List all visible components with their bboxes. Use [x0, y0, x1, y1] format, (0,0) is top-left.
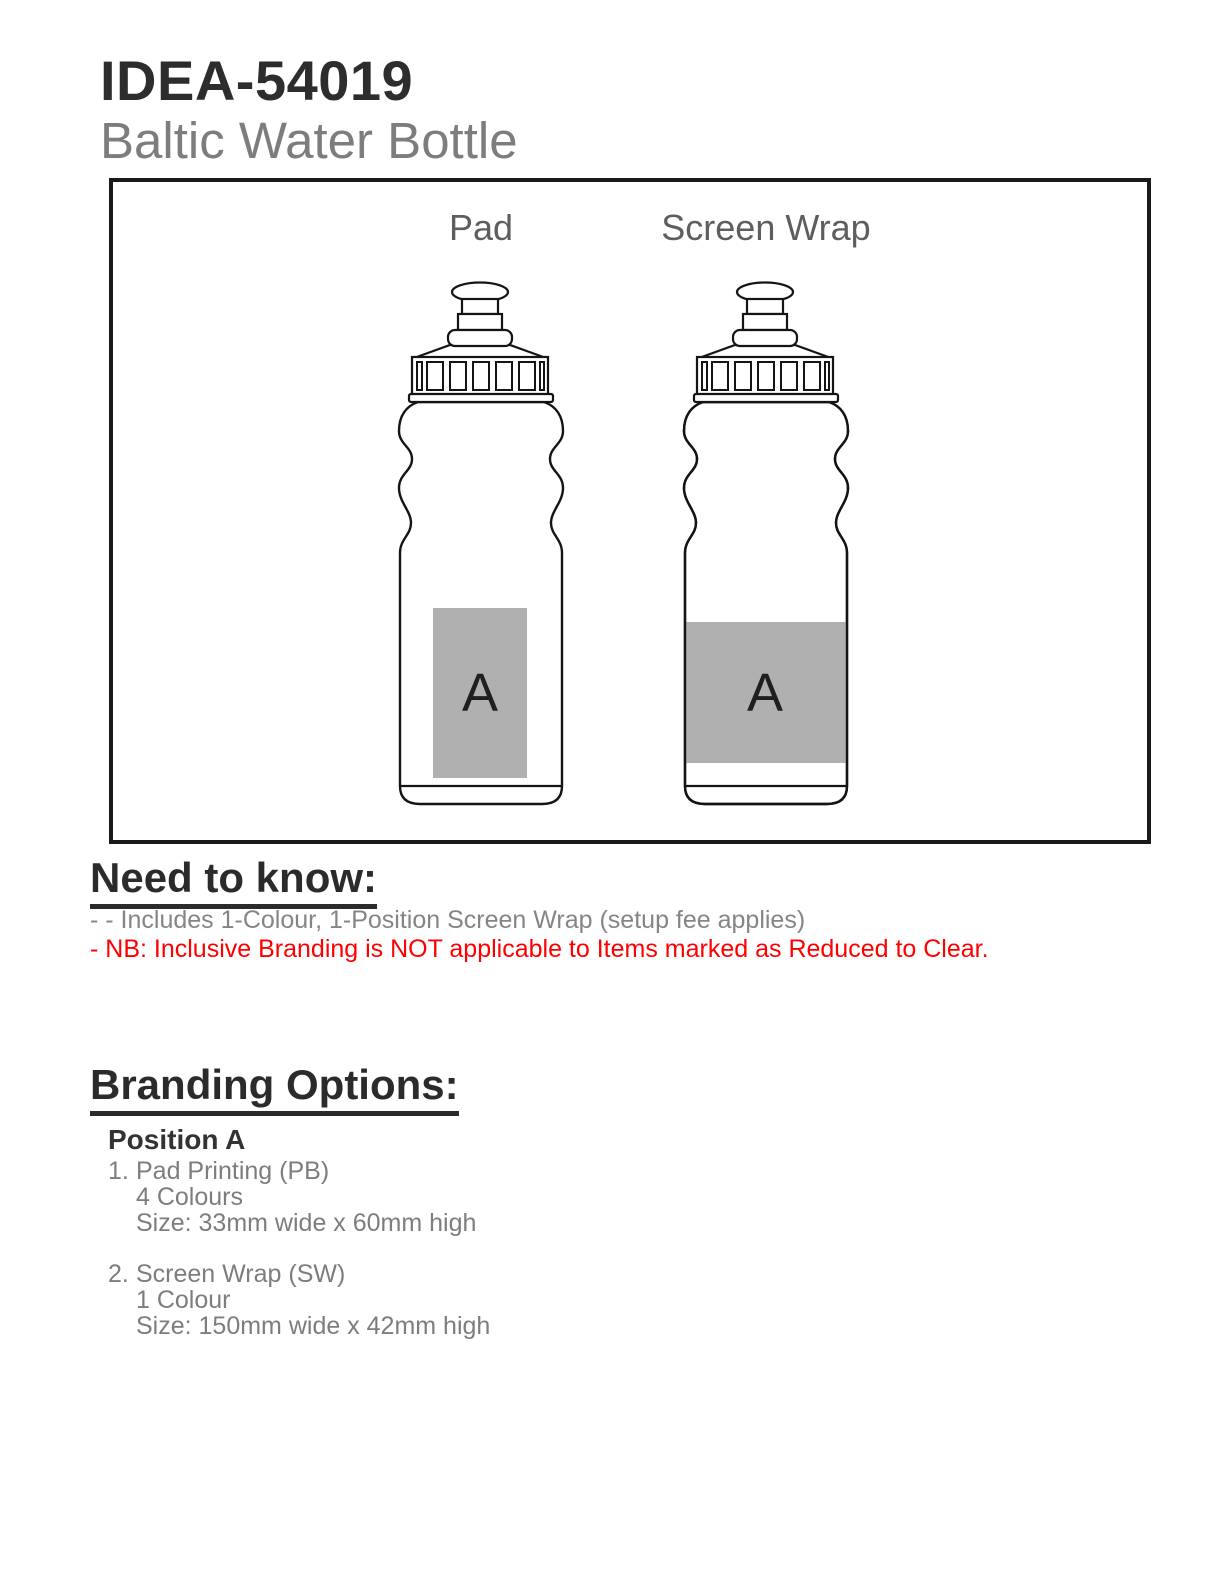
need-to-know-heading: Need to know: [90, 856, 377, 909]
bottle-neck-ring [694, 394, 838, 402]
option-size: Size: 33mm wide x 60mm high [136, 1209, 477, 1237]
bottle-cap-ribs [702, 362, 829, 390]
note-inclusive-wrap: - - Includes 1-Colour, 1-Position Screen Wrap (setup fee applies) [90, 906, 806, 934]
screen-wrap-position-letter: A [746, 663, 784, 723]
branding-options-list [108, 1158, 490, 1364]
option-name: Pad Printing (PB) [136, 1157, 330, 1185]
branding-options-heading: Branding Options: [90, 1063, 459, 1116]
pad-position-letter: A [461, 663, 499, 723]
page-subtitle: Baltic Water Bottle [100, 112, 518, 169]
branding-option-screen-wrap [108, 1261, 490, 1339]
branding-diagram-box [109, 178, 1151, 844]
option-colours: 4 Colours [136, 1183, 243, 1211]
bottle-spout-collar [458, 314, 502, 330]
branding-option-pad-printing [108, 1158, 490, 1236]
option-colours: 1 Colour [136, 1286, 231, 1314]
option-size: Size: 150mm wide x 42mm high [136, 1312, 491, 1340]
bottle-cap-top [733, 330, 797, 346]
pad-bottle-diagram [396, 281, 566, 811]
option-number: 1. [108, 1157, 129, 1185]
bottle-cap-ribs [417, 362, 544, 390]
page-title: IDEA-54019 [100, 49, 414, 112]
pad-column-label: Pad [448, 207, 514, 248]
option-number: 2. [108, 1260, 129, 1288]
bottle-cap-top [448, 330, 512, 346]
screen-wrap-column-label: Screen Wrap [661, 207, 871, 248]
option-name: Screen Wrap (SW) [136, 1260, 346, 1288]
bottle-spout-collar [743, 314, 787, 330]
page-header [100, 49, 518, 169]
note-reduced-to-clear: - NB: Inclusive Branding is NOT applicable to Items marked as Reduced to Clear. [90, 935, 989, 963]
bottle-spout-stem [747, 299, 783, 314]
bottle-neck-ring [409, 394, 553, 402]
screen-wrap-bottle-diagram [681, 281, 851, 811]
need-to-know-notes [90, 906, 989, 964]
bottle-spout-stem [462, 299, 498, 314]
position-a-heading: Position A [108, 1124, 246, 1155]
